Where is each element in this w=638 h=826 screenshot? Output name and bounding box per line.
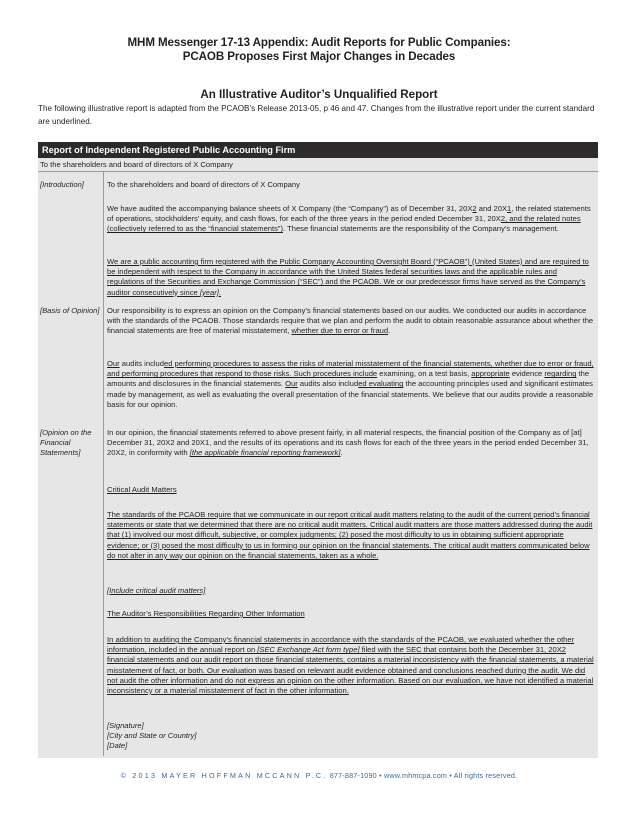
cam-heading: Critical Audit Matters xyxy=(107,485,177,494)
include-cam-placeholder: [Include critical audit matters] xyxy=(107,586,206,595)
label-introduction: [Introduction] xyxy=(40,180,84,189)
report-title: Report of Independent Registered Public Accounting Firm xyxy=(38,142,598,158)
para-audited: We have audited the accompanying balance sheets of X Company (the “Company”) as of December 31, 20X2 and 20X1, the related statements of operations, stockholders’ equity, and cash flows, for each of the three years in the period ended December 31, 20X2, and the related notes (collectively referred to as the “financial statements”). These financial statements are the responsibility of the Company’s management. xyxy=(107,204,591,234)
para-critical-audit-matters: The standards of the PCAOB require that we communicate in our report critical audit matters relating to the audit of the current period’s financial statements or state that we determined that there are no critical audit matters. Critical audit matters are those matters addressed during the audit that (1) involved our most difficult, subjective, or complex judgments; (2) posed the most difficulty to us in obtaining sufficient appropriate evidence; or (3) posed the most difficulty to us in forming our opinion on the financial statements. The critical audit matters communicated below do not alter in any way our opinion on the financial statements, taken as a whole. xyxy=(107,510,593,560)
para-registered: We are a public accounting firm registered with the Public Company Accounting Oversight Board (“PCAOB”) (United States) and are required to be independent with respect to the Company in accordance with the United States federal securities laws and the applicable rules and regulations of the Securities and Exchange Commission (“SEC”) and the PCAOB. We or our predecessor firms have served as the Company’s auditor consecutively since [year]. xyxy=(107,257,589,297)
footer xyxy=(0,771,638,780)
subtitle: An Illustrative Auditor’s Unqualified Report xyxy=(200,88,438,101)
report-date: [Date] xyxy=(107,741,128,751)
title-line-1: MHM Messenger 17-13 Appendix: Audit Reports for Public Companies: xyxy=(127,36,511,49)
title-line-2: PCAOB Proposes First Major Changes in Decades xyxy=(182,50,456,63)
report-addressee: To the shareholders and board of directors of X Company xyxy=(38,158,598,172)
para-procedures: Our audits included performing procedures to assess the risks of material misstatement of the financial statements, whether due to error or fraud, and performing procedures that respond to those risks. Such procedures include examining, on a test basis, appropriate evidence regarding the amounts and disclosures in the financial statements. Our audits also included evaluating the accounting principles used and significant estimates made by management, as well as evaluating the overall presentation of the financial statements. We believe that our audits provide a reasonable basis for our opinion. xyxy=(107,359,594,409)
para-other-information: In addition to auditing the Company’s financial statements in accordance with the standards of the PCAOB, we evaluated whether the other information, included in the annual report on [SEC Exchange Act form type] filed with the SEC that contains both the December 31, 20X2 financial statements and our audit report on those financial statements, contains a material inconsistency with the financial statements, a material misstatement of fact, or both. Our evaluation was based on relevant audit evidence obtained and conclusions reached during the audit. We did not audit the other information and do not express an opinion on the other information. Based on our evaluation, we have not identified a material inconsistency or a material misstatement of fact in the other information. xyxy=(107,635,594,696)
report-box xyxy=(38,142,598,758)
para-intro-addressee: To the shareholders and board of directors of X Company xyxy=(107,180,300,189)
para-basis: Our responsibility is to express an opinion on the Company’s financial statements based on our audits. We conducted our audits in accordance with the standards of the PCAOB. Those standards require that we plan and perform the audit to obtain reasonable assurance about whether the financial statements are free of material misstatement, whether due to error or fraud. xyxy=(107,306,594,336)
city-state: [City and State or Country] xyxy=(107,731,197,741)
column-divider xyxy=(103,172,104,756)
footer-contact: 877-887-1090 • www.mhmcpa.com • All rights reserved. xyxy=(327,771,518,780)
para-opinion: In our opinion, the financial statements referred to above present fairly, in all material respects, the financial position of the Company as of [at] December 31, 20X2 and 20X1, and the results of its operations and its cash flows for each of the three years in the period ended December 31, 20X2, in conformity with [the applicable financial reporting framework]. xyxy=(107,428,589,458)
label-basis-of-opinion: [Basis of Opinion] xyxy=(40,306,100,315)
label-opinion: [Opinion on the Financial Statements] xyxy=(40,428,92,457)
signature: [Signature] xyxy=(107,721,144,730)
other-info-heading: The Auditor’s Responsibilities Regarding Other Information xyxy=(107,609,305,618)
document-header xyxy=(0,36,638,102)
footer-firm: © 2013 MAYER HOFFMAN MCCANN P.C. xyxy=(120,771,328,780)
intro-paragraph: The following illustrative report is adapted from the PCAOB’s Release 2013-05, p 46 and 47. Changes from the illustrative report under the current standard are underlined. xyxy=(38,104,595,126)
signature-block xyxy=(107,721,595,752)
